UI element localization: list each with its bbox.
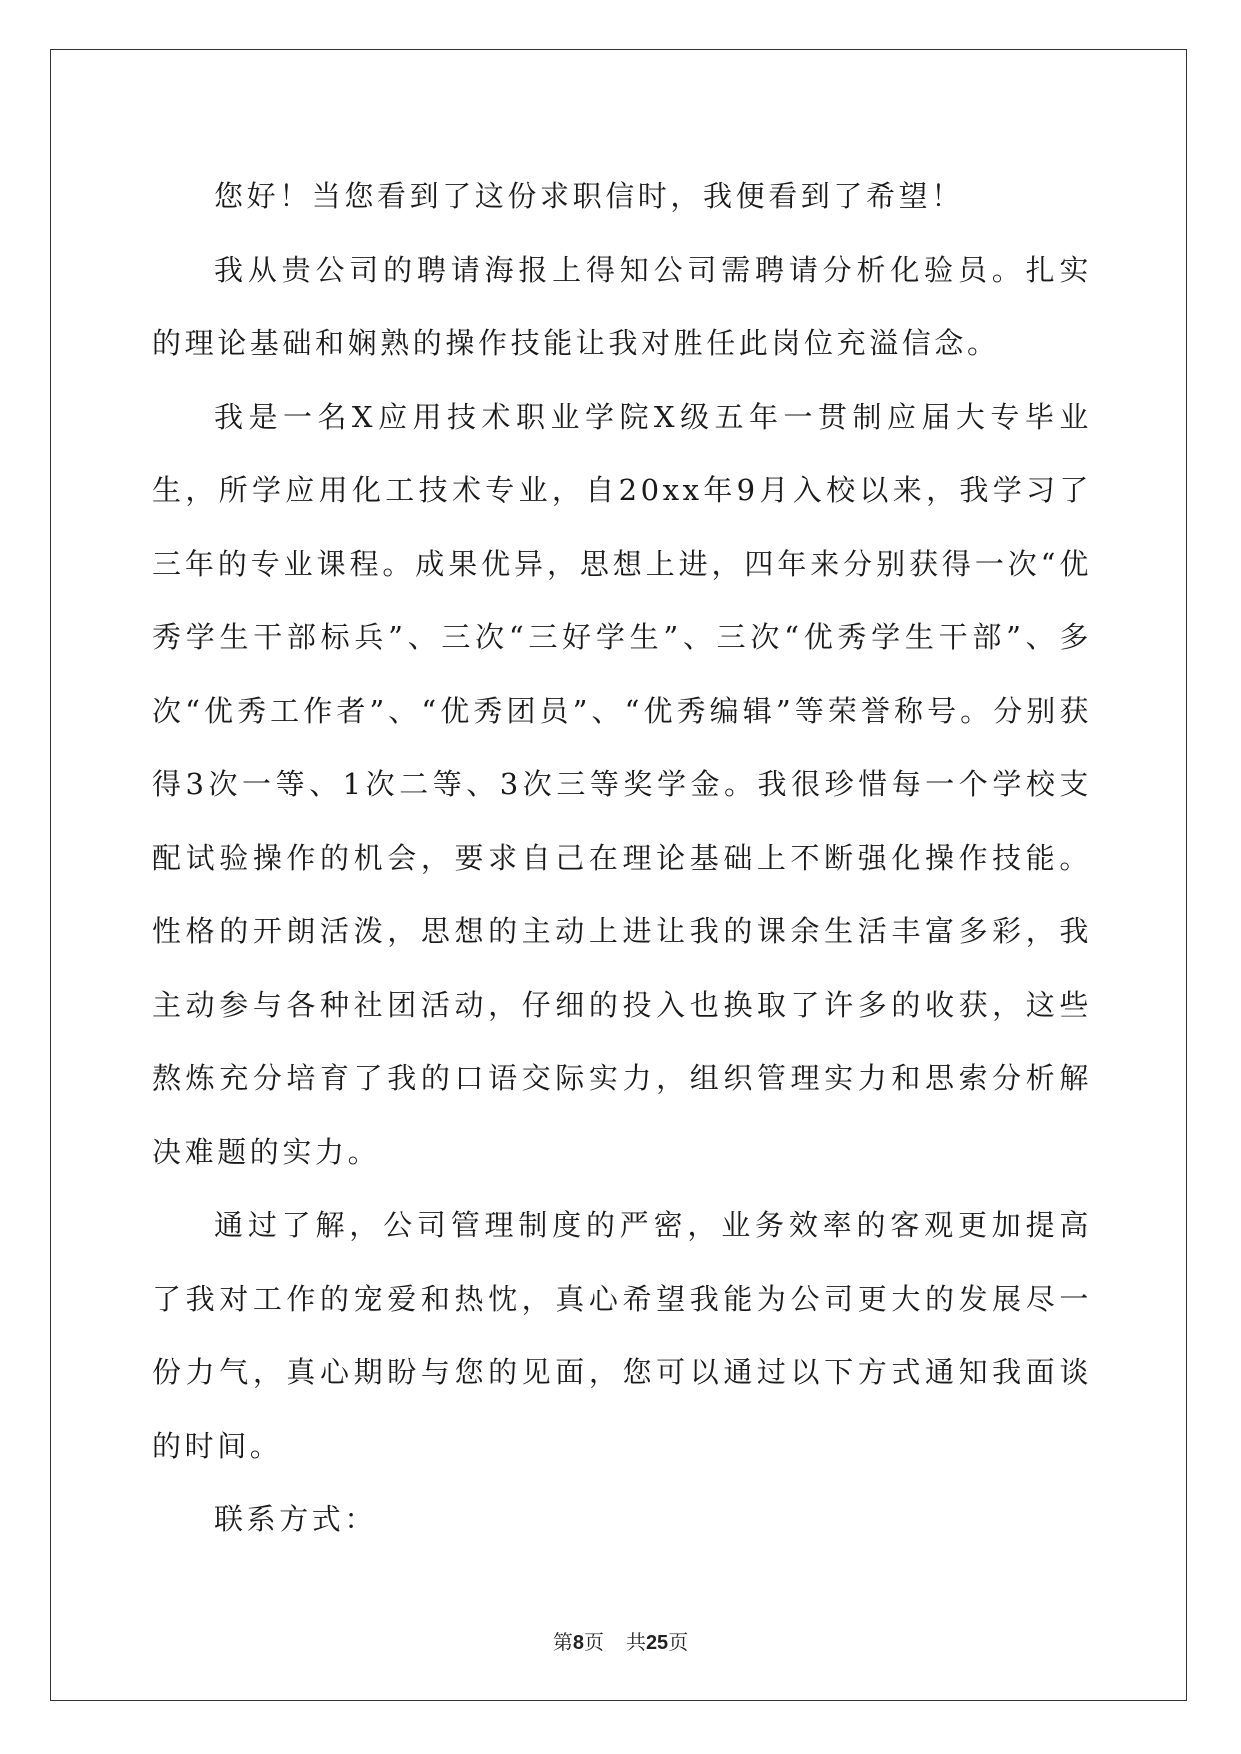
paragraph-greeting: 您好！当您看到了这份求职信时，我便看到了希望！	[214, 179, 964, 213]
total-prefix: 共	[625, 1630, 646, 1654]
total-suffix: 页	[668, 1630, 689, 1654]
document-body	[152, 160, 1092, 1557]
page-total: 25	[645, 1632, 669, 1654]
page-current: 8	[572, 1632, 584, 1654]
page-prefix: 第	[552, 1630, 573, 1654]
paragraph-closing: 通过了解，公司管理制度的严密，业务效率的客观更加提高了我对工作的宠爱和热忱，真心希望我能为公司更大的发展尽一份力气，真心期盼与您的见面，您可以通过以下方式通知我面谈的时间。	[152, 1208, 1092, 1463]
paragraph-intro: 我从贵公司的聘请海报上得知公司需聘请分析化验员。扎实的理论基础和娴熟的操作技能让我对胜任此岗位充溢信念。	[152, 252, 1092, 360]
paragraph-background: 我是一名X应用技术职业学院X级五年一贯制应届大专毕业生，所学应用化工技术专业，自20xx年9月入校以来，我学习了三年的专业课程。成果优异，思想上进，四年来分别获得一次“优秀学生干部标兵”、三次“三好学生”、三次“优秀学生干部”、多次“优秀工作者”、“优秀团员”、“优秀编辑”等荣誉称号。分别获得3次一等、1次二等、3次三等奖学金。我很珍惜每一个学校支配试验操作的机会，要求自己在理论基础上不断强化操作技能。性格的开朗活泼，思想的主动上进让我的课余生活丰富多彩，我主动参与各种社团活动，仔细的投入也换取了许多的收获，这些熬炼充分培育了我的口语交际实力，组织管理实力和思索分析解决难题的实力。	[152, 399, 1092, 1169]
page-footer	[0, 1626, 1241, 1655]
paragraph-contact: 联系方式：	[214, 1502, 378, 1536]
page-mid: 页	[583, 1630, 604, 1654]
